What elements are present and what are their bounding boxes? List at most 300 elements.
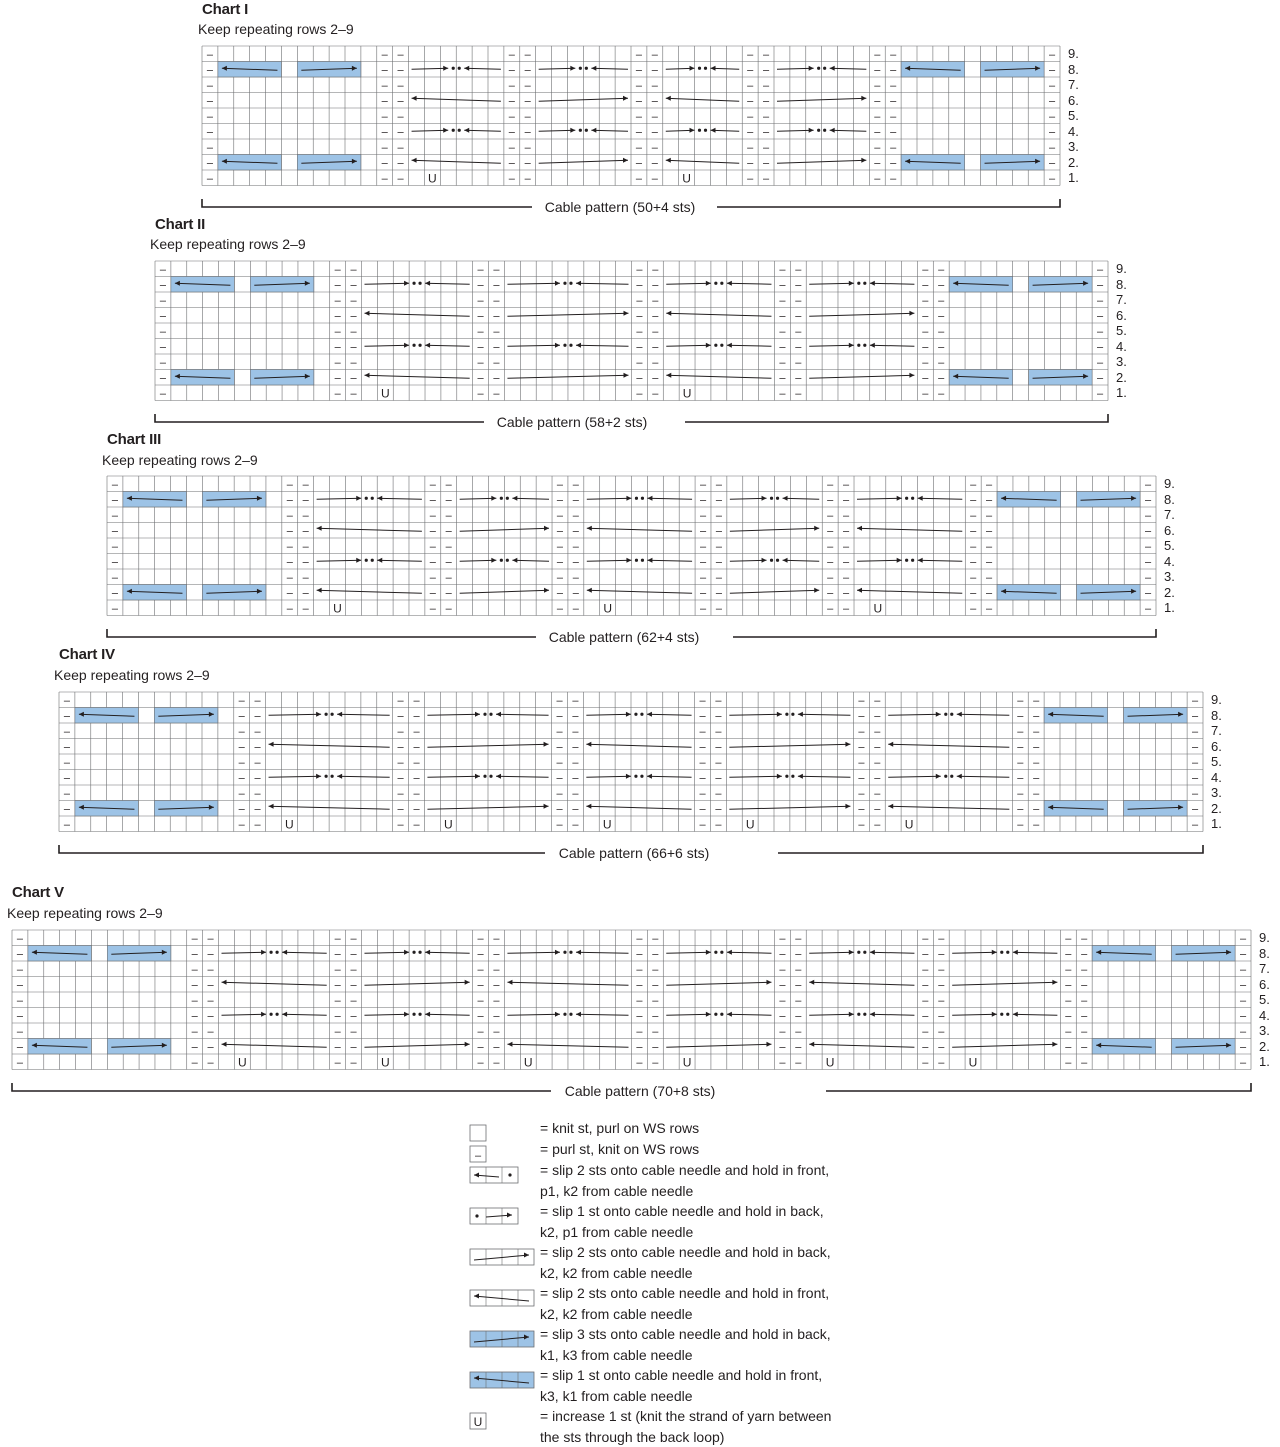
purl-symbol: – (795, 964, 802, 976)
purl-symbol: – (874, 95, 881, 107)
purl-symbol: – (636, 372, 643, 384)
arrow-head (706, 1012, 711, 1017)
purl-symbol: – (160, 372, 167, 384)
purl-symbol: – (827, 572, 834, 584)
purl-symbol: – (858, 803, 865, 815)
purl-symbol: – (874, 757, 881, 769)
row-label: 5. (1259, 993, 1270, 1007)
purl-symbol: – (493, 310, 500, 322)
purl-symbol: – (1033, 803, 1040, 815)
row-label: 1. (1164, 601, 1175, 615)
purl-symbol: – (1049, 142, 1056, 154)
row-label: 6. (1164, 524, 1175, 538)
purl-symbol: – (493, 995, 500, 1007)
purl-symbol: – (779, 279, 786, 291)
legend-line: k2, k2 from cable needle (540, 1304, 829, 1325)
purl-symbol: – (335, 1041, 342, 1053)
purl-symbol: – (636, 310, 643, 322)
chart-3-subtitle: Keep repeating rows 2–9 (102, 452, 258, 468)
row-label: 8. (1259, 947, 1270, 961)
arrow-head (261, 950, 266, 955)
purl-symbol: – (207, 95, 214, 107)
purl-symbol: – (636, 1057, 643, 1069)
purl-symbol: – (556, 757, 563, 769)
purl-symbol: – (1049, 95, 1056, 107)
purl-symbol: – (795, 295, 802, 307)
purl-symbol: – (430, 494, 437, 506)
purl-symbol: – (922, 933, 929, 945)
purl-symbol: – (636, 157, 643, 169)
legend-line: = knit st, purl on WS rows (540, 1118, 699, 1139)
purl-symbol: – (938, 1041, 945, 1053)
purl-symbol: – (160, 357, 167, 369)
cable-arrow (222, 952, 267, 953)
cable-arrow (364, 1014, 409, 1015)
purl-symbol: – (160, 295, 167, 307)
purl-symbol: – (398, 142, 405, 154)
purl-symbol: – (922, 295, 929, 307)
purl-symbol: – (572, 819, 579, 831)
purl-symbol: – (874, 157, 881, 169)
purl-symbol: – (747, 95, 754, 107)
purl-symbol: – (1097, 295, 1104, 307)
purl-symbol: – (1240, 995, 1247, 1007)
purl-symbol: – (652, 995, 659, 1007)
purl-symbol: – (493, 1026, 500, 1038)
purl-dot (714, 951, 717, 954)
purl-symbol: – (1192, 741, 1199, 753)
purl-symbol: – (64, 741, 71, 753)
purl-dot (720, 951, 723, 954)
purl-symbol: – (557, 510, 564, 522)
purl-symbol: – (350, 341, 357, 353)
purl-symbol: – (1192, 710, 1199, 722)
purl-symbol: – (1097, 357, 1104, 369)
cable-1f-k3k1-icon (469, 1371, 535, 1389)
purl-symbol: – (779, 341, 786, 353)
purl-symbol: – (938, 1010, 945, 1022)
purl-symbol: – (572, 772, 579, 784)
purl-symbol: – (1017, 695, 1024, 707)
purl-symbol: – (1240, 979, 1247, 991)
purl-symbol: – (652, 979, 659, 991)
legend-line: = slip 3 sts onto cable needle and hold in back, (540, 1324, 831, 1345)
arrow-head (282, 950, 287, 955)
arrow-head (425, 950, 430, 955)
purl-symbol: – (335, 357, 342, 369)
arrow-head (404, 1012, 409, 1017)
chart-5-caption: Cable pattern (70+8 sts) (559, 1083, 722, 1099)
arrow-head (766, 1042, 771, 1047)
purl-symbol: – (874, 49, 881, 61)
purl-symbol: – (986, 525, 993, 537)
purl-symbol: – (763, 49, 770, 61)
purl-symbol: – (112, 572, 119, 584)
purl-symbol: – (1145, 556, 1152, 568)
purl-symbol: – (843, 572, 850, 584)
purl-symbol: – (350, 279, 357, 291)
arrow-head (507, 980, 512, 985)
purl-symbol: – (1145, 541, 1152, 553)
purl-symbol: – (207, 157, 214, 169)
purl-symbol: – (556, 772, 563, 784)
purl-symbol: – (398, 803, 405, 815)
purl-symbol: – (922, 372, 929, 384)
purl-symbol: – (986, 479, 993, 491)
purl-symbol: – (636, 279, 643, 291)
purl-dot (1000, 951, 1003, 954)
purl-symbol: – (700, 587, 707, 599)
purl-symbol: – (890, 126, 897, 138)
purl-symbol: – (715, 757, 722, 769)
cable-arrow (666, 982, 771, 985)
cable-2f-p1k2-icon (469, 1166, 519, 1184)
purl-symbol: – (652, 126, 659, 138)
increase-symbol: U (524, 1055, 533, 1069)
legend-text (540, 1160, 829, 1201)
purl-symbol: – (890, 64, 897, 76)
purl-symbol: – (779, 1010, 786, 1022)
purl-symbol: – (874, 819, 881, 831)
purl-dot (720, 1013, 723, 1016)
purl-symbol: – (715, 819, 722, 831)
svg-text:U: U (474, 1415, 483, 1429)
cable-2f-k2k2-icon (469, 1289, 535, 1307)
purl-symbol: – (493, 341, 500, 353)
legend-text (540, 1365, 822, 1406)
purl-symbol: – (700, 572, 707, 584)
purl-symbol: – (413, 710, 420, 722)
purl-symbol: – (398, 741, 405, 753)
purl-symbol: – (382, 157, 389, 169)
purl-symbol: – (493, 964, 500, 976)
purl-symbol: – (652, 1010, 659, 1022)
increase-symbol: U (333, 601, 342, 615)
row-label: 4. (1068, 125, 1079, 139)
purl-symbol: – (747, 142, 754, 154)
purl-symbol: – (1065, 995, 1072, 1007)
row-label: 4. (1259, 1009, 1270, 1023)
purl-symbol: – (843, 525, 850, 537)
purl-symbol: – (192, 1041, 199, 1053)
purl-symbol: – (64, 772, 71, 784)
purl-symbol: – (287, 510, 294, 522)
purl-symbol: – (699, 757, 706, 769)
purl-symbol: – (478, 1026, 485, 1038)
purl-symbol: – (478, 1010, 485, 1022)
purl-symbol: – (699, 741, 706, 753)
purl-symbol: – (493, 326, 500, 338)
purl-symbol: – (64, 788, 71, 800)
purl-symbol: – (478, 1057, 485, 1069)
purl-symbol: – (239, 695, 246, 707)
purl-symbol: – (779, 1057, 786, 1069)
purl-symbol: – (478, 264, 485, 276)
purl-symbol: – (573, 525, 580, 537)
row-label: 5. (1116, 324, 1127, 338)
purl-symbol: – (922, 388, 929, 400)
purl-symbol: – (652, 357, 659, 369)
purl-symbol: – (478, 295, 485, 307)
purl-symbol: – (493, 264, 500, 276)
purl-symbol: – (17, 948, 24, 960)
purl-symbol: – (160, 326, 167, 338)
purl-symbol: – (525, 142, 532, 154)
arrow-head (261, 1012, 266, 1017)
increase-symbol: U (285, 817, 294, 831)
purl-symbol: – (938, 264, 945, 276)
arrow-head (727, 1012, 732, 1017)
purl-symbol: – (303, 541, 310, 553)
row-label: 8. (1211, 709, 1222, 723)
purl-symbol: – (350, 1026, 357, 1038)
purl-symbol: – (239, 772, 246, 784)
purl-symbol: – (652, 964, 659, 976)
purl-dot (412, 1013, 415, 1016)
purl-symbol: – (1049, 49, 1056, 61)
purl-symbol: – (287, 494, 294, 506)
purl-symbol: – (207, 142, 214, 154)
purl-symbol: – (1017, 819, 1024, 831)
purl-symbol: – (1049, 126, 1056, 138)
purl-symbol: – (255, 757, 262, 769)
purl-symbol: – (287, 556, 294, 568)
purl-symbol: – (843, 510, 850, 522)
purl-symbol: – (478, 933, 485, 945)
purl-symbol: – (572, 741, 579, 753)
purl-symbol: – (827, 525, 834, 537)
purl-symbol: – (938, 372, 945, 384)
purl-symbol: – (1017, 710, 1024, 722)
purl-symbol: – (827, 510, 834, 522)
purl-symbol: – (1033, 710, 1040, 722)
purl-symbol: – (858, 819, 865, 831)
purl-symbol: – (398, 695, 405, 707)
purl-symbol: – (827, 494, 834, 506)
purl-symbol: – (747, 111, 754, 123)
purl-symbol: – (1017, 726, 1024, 738)
purl-symbol: – (763, 80, 770, 92)
increase-symbol: U (682, 171, 691, 185)
chart-3-caption: Cable pattern (62+4 sts) (543, 629, 706, 645)
purl-symbol: – (17, 979, 24, 991)
purl-symbol: – (763, 142, 770, 154)
purl-symbol: – (335, 948, 342, 960)
purl-symbol: – (715, 772, 722, 784)
purl-dot (1000, 1013, 1003, 1016)
row-label: 7. (1164, 508, 1175, 522)
purl-symbol: – (858, 726, 865, 738)
purl-symbol: – (287, 525, 294, 537)
purl-symbol: – (795, 979, 802, 991)
purl-symbol: – (160, 279, 167, 291)
purl-symbol: – (922, 979, 929, 991)
purl-symbol: – (430, 572, 437, 584)
purl-symbol: – (715, 726, 722, 738)
cable-arrow (809, 982, 914, 985)
purl-symbol: – (1081, 1041, 1088, 1053)
purl-symbol: – (207, 64, 214, 76)
purl-symbol: – (192, 1026, 199, 1038)
purl-symbol: – (509, 173, 516, 185)
purl-symbol: – (255, 726, 262, 738)
row-label: 6. (1211, 740, 1222, 754)
purl-symbol: – (446, 494, 453, 506)
purl-symbol: – (763, 95, 770, 107)
increase-symbol: U (381, 1055, 390, 1069)
purl-symbol: – (1145, 510, 1152, 522)
purl-symbol: – (874, 64, 881, 76)
purl-symbol: – (922, 995, 929, 1007)
chart-2-caption: Cable pattern (58+2 sts) (491, 414, 654, 430)
purl-symbol: – (890, 80, 897, 92)
arrow-head (465, 1042, 470, 1047)
purl-symbol: – (525, 95, 532, 107)
purl-symbol: – (747, 126, 754, 138)
purl-symbol: – (795, 264, 802, 276)
purl-symbol: – (525, 126, 532, 138)
cable-1b-k2p1-icon (469, 1207, 519, 1225)
purl-symbol: – (207, 49, 214, 61)
legend-line: k1, k3 from cable needle (540, 1345, 831, 1366)
purl-symbol: – (413, 819, 420, 831)
increase-symbol: U (381, 386, 390, 400)
purl-symbol: – (478, 1041, 485, 1053)
purl-symbol: – (239, 803, 246, 815)
row-label: 6. (1116, 309, 1127, 323)
purl-symbol: – (1145, 603, 1152, 615)
arrow-head (282, 1012, 287, 1017)
purl-symbol: – (652, 1041, 659, 1053)
purl-symbol: – (1192, 757, 1199, 769)
purl-symbol: – (478, 341, 485, 353)
purl-symbol: – (573, 541, 580, 553)
cable-arrow (425, 1014, 470, 1015)
legend-text (540, 1242, 831, 1283)
purl-symbol: – (716, 525, 723, 537)
arrow-head (576, 1012, 581, 1017)
purl-symbol: – (239, 726, 246, 738)
purl-symbol: – (509, 49, 516, 61)
purl-symbol: – (890, 173, 897, 185)
purl-symbol: – (779, 1026, 786, 1038)
purl-symbol: – (1033, 757, 1040, 769)
purl-symbol: – (509, 126, 516, 138)
purl-symbol: – (1065, 948, 1072, 960)
increase-symbol: U (683, 386, 692, 400)
purl-symbol: – (430, 587, 437, 599)
purl-dot (563, 1013, 566, 1016)
purl-dot (418, 1013, 421, 1016)
purl-symbol: – (413, 726, 420, 738)
purl-symbol: – (970, 572, 977, 584)
purl-symbol: – (795, 279, 802, 291)
legend-line: = slip 2 sts onto cable needle and hold in front, (540, 1160, 829, 1181)
increase-symbol: U (603, 817, 612, 831)
purl-symbol: – (779, 933, 786, 945)
purl-symbol: – (795, 1026, 802, 1038)
legend-line: k2, p1 from cable needle (540, 1222, 824, 1243)
purl-symbol: – (1017, 757, 1024, 769)
purl-symbol: – (478, 372, 485, 384)
purl-symbol: – (525, 111, 532, 123)
row-label: 5. (1068, 109, 1079, 123)
cable-arrow (222, 982, 327, 985)
purl-symbol: – (398, 819, 405, 831)
purl-symbol: – (636, 95, 643, 107)
arrow-head (404, 950, 409, 955)
purl-symbol: – (779, 264, 786, 276)
purl-symbol: – (699, 710, 706, 722)
purl-symbol: – (652, 95, 659, 107)
purl-symbol: – (652, 933, 659, 945)
bracket-right (826, 1083, 1251, 1091)
purl-symbol: – (446, 587, 453, 599)
purl-symbol: – (747, 64, 754, 76)
purl-symbol: – (1033, 726, 1040, 738)
legend-text (540, 1324, 831, 1365)
purl-symbol: – (858, 788, 865, 800)
purl-symbol: – (1081, 979, 1088, 991)
purl-symbol: – (1017, 803, 1024, 815)
purl-symbol: – (779, 1041, 786, 1053)
purl-symbol: – (636, 49, 643, 61)
cable-arrow (222, 1014, 267, 1015)
purl-symbol: – (827, 541, 834, 553)
purl-symbol: – (1049, 173, 1056, 185)
purl-symbol: – (938, 948, 945, 960)
purl-symbol: – (795, 357, 802, 369)
purl-symbol: – (795, 948, 802, 960)
purl-symbol: – (478, 979, 485, 991)
purl-symbol: – (493, 1010, 500, 1022)
purl-symbol: – (1240, 1041, 1247, 1053)
cable-arrow (809, 952, 854, 953)
purl-symbol: – (17, 964, 24, 976)
purl-symbol: – (986, 494, 993, 506)
purl-symbol: – (557, 603, 564, 615)
purl-symbol: – (350, 933, 357, 945)
purl-dot (1006, 1013, 1009, 1016)
arrow-head (507, 1042, 512, 1047)
purl-symbol: – (207, 126, 214, 138)
purl-symbol: – (207, 948, 214, 960)
row-label: 9. (1259, 931, 1270, 945)
purl-symbol: – (64, 726, 71, 738)
purl-dot (863, 1013, 866, 1016)
purl-symbol: – (1081, 995, 1088, 1007)
purl-symbol: – (303, 525, 310, 537)
purl-symbol: – (1081, 1057, 1088, 1069)
purl-symbol: – (922, 948, 929, 960)
purl-symbol: – (716, 479, 723, 491)
purl-symbol: – (1049, 64, 1056, 76)
purl-symbol: – (1192, 695, 1199, 707)
purl-symbol: – (287, 479, 294, 491)
legend-text (540, 1406, 831, 1447)
purl-symbol: – (430, 525, 437, 537)
purl-symbol: – (1065, 979, 1072, 991)
purl-symbol: – (700, 510, 707, 522)
cable-arrow (727, 1014, 772, 1015)
purl-symbol: – (192, 964, 199, 976)
purl-symbol: – (779, 357, 786, 369)
purl-symbol: – (207, 1057, 214, 1069)
purl-symbol: – (207, 80, 214, 92)
purl-symbol: – (922, 1057, 929, 1069)
purl-symbol: – (350, 1010, 357, 1022)
purl-symbol: – (827, 603, 834, 615)
